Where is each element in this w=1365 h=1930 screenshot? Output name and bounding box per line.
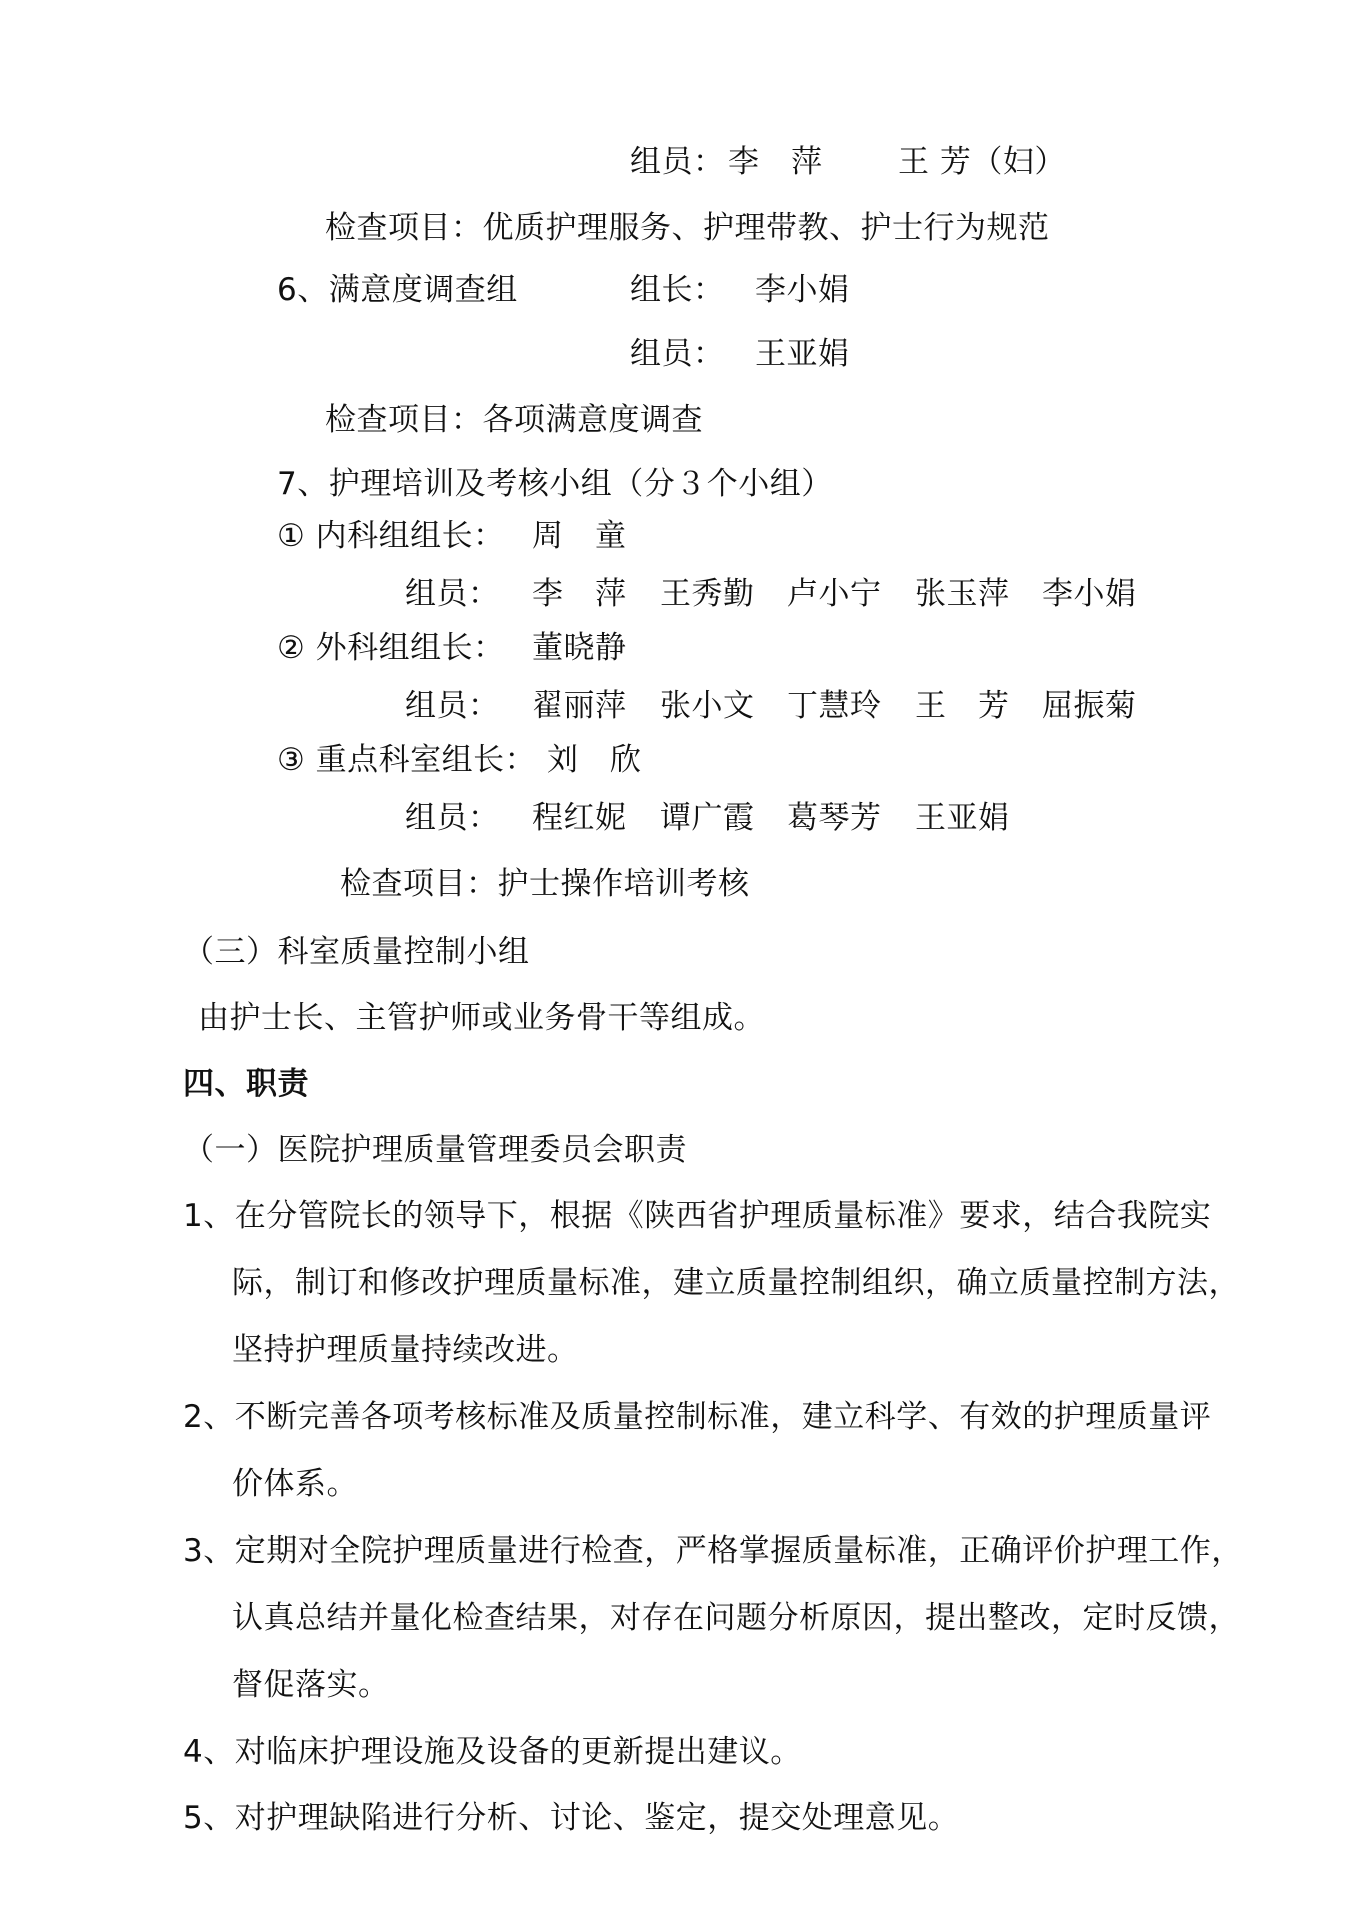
member-name: 王亚娟 <box>915 800 1010 836</box>
member-name: 葛琴芳 <box>787 800 882 836</box>
group5-check-items: 检查项目：优质护理服务、护理带教、护士行为规范 <box>325 210 1050 246</box>
section3-text: 由护士长、主管护师或业务骨干等组成。 <box>198 1000 765 1036</box>
member-name: 屈振菊 <box>1042 688 1137 724</box>
group7-check-items: 检查项目：护士操作培训考核 <box>340 866 750 902</box>
member-name: 程红妮 <box>532 800 627 836</box>
member-name: 翟丽萍 <box>532 688 627 724</box>
member-name: 张小文 <box>660 688 755 724</box>
duty-item-3-line: 督促落实。 <box>232 1667 390 1703</box>
group7-key-dept-leader-label: ③ 重点科室组长： <box>277 742 537 778</box>
group5-member-2: 王 芳（妇） <box>898 144 1066 180</box>
group7-internal-leader-label: ① 内科组组长： <box>277 518 505 554</box>
duty-item-2-line: 2、不断完善各项考核标准及质量控制标准，建立科学、有效的护理质量评 <box>183 1399 1212 1435</box>
group7-internal-members-label: 组员： <box>405 576 500 612</box>
group6-leader: 李小娟 <box>755 272 850 308</box>
member-name: 王 芳 <box>915 688 1010 724</box>
section4-heading: 四、职责 <box>183 1066 309 1102</box>
member-name: 丁慧玲 <box>787 688 882 724</box>
group7-key-dept-leader: 刘 欣 <box>547 742 642 778</box>
member-name: 张玉萍 <box>915 576 1010 612</box>
duty-item-3-line: 3、定期对全院护理质量进行检查，严格掌握质量标准，正确评价护理工作， <box>183 1533 1243 1569</box>
group6-title: 6、满意度调查组 <box>277 272 518 308</box>
member-name: 李 萍 <box>532 576 627 612</box>
group7-internal-leader: 周 童 <box>532 518 627 554</box>
duty-item-1-line: 际，制订和修改护理质量标准，建立质量控制组织，确立质量控制方法， <box>232 1265 1240 1301</box>
section4-subheading: （一）医院护理质量管理委员会职责 <box>183 1132 687 1168</box>
group6-check-items: 检查项目：各项满意度调查 <box>325 402 703 438</box>
group6-member: 王亚娟 <box>755 336 850 372</box>
group6-leader-label: 组长： <box>630 272 725 308</box>
group6-members-label: 组员： <box>630 336 725 372</box>
group7-surgery-leader: 董晓静 <box>532 630 627 666</box>
group7-key-dept-members-label: 组员： <box>405 800 500 836</box>
group7-surgery-members-label: 组员： <box>405 688 500 724</box>
section3-title: （三）科室质量控制小组 <box>183 934 530 970</box>
group7-surgery-leader-label: ② 外科组组长： <box>277 630 505 666</box>
group5-member-1: 李 萍 <box>728 144 823 180</box>
duty-item-3-line: 认真总结并量化检查结果，对存在问题分析原因，提出整改，定时反馈， <box>232 1600 1240 1636</box>
member-name: 卢小宁 <box>787 576 882 612</box>
duty-item-2-line: 价体系。 <box>232 1466 358 1502</box>
duty-item-4: 4、对临床护理设施及设备的更新提出建议。 <box>183 1734 802 1770</box>
member-name: 王秀勤 <box>660 576 755 612</box>
duty-item-1-line: 1、在分管院长的领导下，根据《陕西省护理质量标准》要求，结合我院实 <box>183 1198 1212 1234</box>
member-name: 谭广霞 <box>660 800 755 836</box>
duty-item-1-line: 坚持护理质量持续改进。 <box>232 1332 579 1368</box>
group5-members-label: 组员： <box>630 144 725 180</box>
duty-item-5: 5、对护理缺陷进行分析、讨论、鉴定，提交处理意见。 <box>183 1800 960 1836</box>
group7-title: 7、护理培训及考核小组（分３个小组） <box>277 466 833 502</box>
member-name: 李小娟 <box>1042 576 1137 612</box>
